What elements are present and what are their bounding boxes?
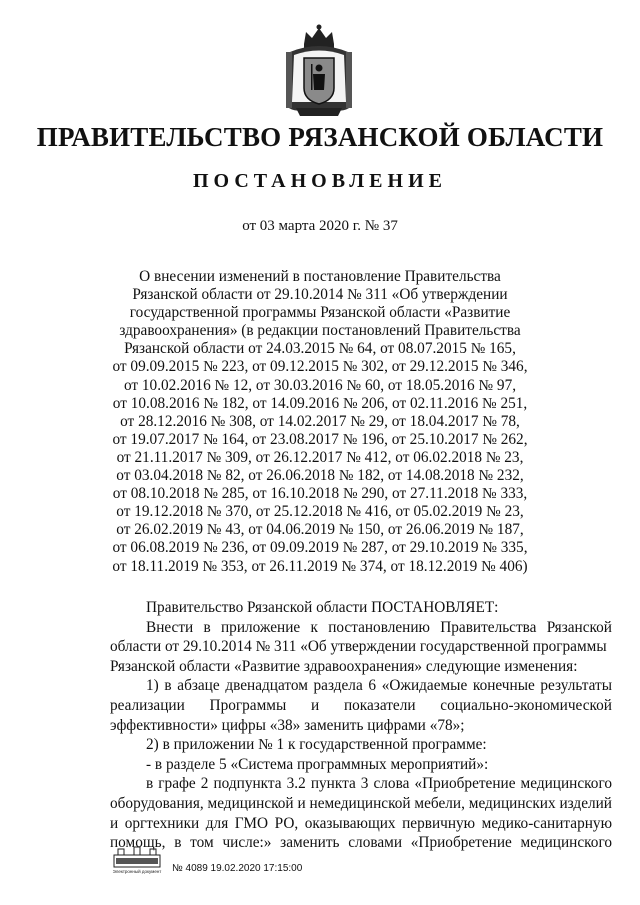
- subject-line: от 26.02.2019 № 43, от 04.06.2019 № 150, от 26.06.2019 № 187,: [116, 521, 524, 539]
- subject-line: здравоохранения» (в редакции постановлений Правительства: [119, 322, 521, 340]
- subject-line: государственной программы Рязанской области «Развитие: [129, 304, 511, 322]
- document-subject: [100, 268, 540, 576]
- coat-of-arms-icon: [282, 22, 356, 120]
- body-line: Внести в приложение к постановлению Правительства Рязанской: [146, 618, 612, 636]
- subject-line: от 19.12.2018 № 370, от 25.12.2018 № 416, от 05.02.2019 № 23,: [116, 503, 524, 521]
- body-line: 2) в приложении № 1 к государственной программе:: [146, 736, 487, 754]
- electronic-document-logo-icon: [112, 845, 162, 875]
- subject-line: от 06.08.2019 № 236, от 09.09.2019 № 287, от 29.10.2019 № 335,: [112, 539, 528, 557]
- document-body: [110, 598, 612, 853]
- body-line: помощь, в том числе:» заменить словами «Приобретение медицинского: [110, 834, 612, 852]
- body-line: в графе 2 подпункта 3.2 пункта 3 слова «Приобретение медицинского: [146, 775, 612, 793]
- subject-line: Рязанской области от 24.03.2015 № 64, от 08.07.2015 № 165,: [124, 340, 516, 358]
- subject-line: от 28.12.2016 № 308, от 14.02.2017 № 29, от 18.04.2017 № 78,: [120, 412, 520, 430]
- body-line: оборудования, медицинской и немедицинской мебели, медицинских изделий: [110, 794, 612, 812]
- subject-line: О внесении изменений в постановление Правительства: [139, 268, 501, 285]
- document-type: ПОСТАНОВЛЕНИЕ: [193, 170, 447, 192]
- subject-line: от 03.04.2018 № 82, от 26.06.2018 № 182, от 14.08.2018 № 232,: [116, 467, 524, 485]
- government-title: ПРАВИТЕЛЬСТВО РЯЗАНСКОЙ ОБЛАСТИ: [36, 122, 604, 152]
- body-line: области от 29.10.2014 № 311 «Об утверждении государственной программы: [110, 638, 607, 656]
- subject-line: от 18.11.2019 № 353, от 26.11.2019 № 374, от 18.12.2019 № 406): [112, 557, 528, 575]
- body-line: и оргтехники для ГМО РО, оказывающих первичную медико-санитарную: [110, 814, 612, 832]
- subject-line: от 21.11.2017 № 309, от 26.12.2017 № 412, от 06.02.2018 № 23,: [116, 448, 524, 466]
- subject-line: Рязанской области от 29.10.2014 № 311 «Об утверждении: [132, 286, 508, 304]
- body-line: Рязанской области «Развитие здравоохранения» следующие изменения:: [110, 657, 578, 675]
- footer: [112, 845, 472, 879]
- subject-line: от 19.07.2017 № 164, от 23.08.2017 № 196, от 25.10.2017 № 262,: [112, 430, 528, 448]
- body-line: эффективности» цифры «38» заменить цифрами «78»;: [110, 716, 465, 734]
- document-date-number: от 03 марта 2020 г. № 37: [242, 218, 398, 234]
- subject-line: от 08.10.2018 № 285, от 16.10.2018 № 290, от 27.11.2018 № 333,: [112, 485, 528, 503]
- logo-caption: Электронный документ: [112, 869, 162, 874]
- body-line: реализации Программы и показатели социально-экономической: [110, 696, 612, 714]
- body-line: - в разделе 5 «Система программных мероприятий»:: [146, 755, 489, 773]
- resolves-line: Правительство Рязанской области ПОСТАНОВЛЯЕТ:: [146, 599, 499, 616]
- body-line: 1) в абзаце двенадцатом раздела 6 «Ожидаемые конечные результаты: [146, 677, 612, 695]
- subject-line: от 09.09.2015 № 223, от 09.12.2015 № 302, от 29.12.2015 № 346,: [112, 358, 528, 376]
- registration-stamp: № 4089 19.02.2020 17:15:00: [172, 863, 303, 874]
- subject-line: от 10.08.2016 № 182, от 14.09.2016 № 206, от 02.11.2016 № 251,: [112, 394, 528, 412]
- subject-line: от 10.02.2016 № 12, от 30.03.2016 № 60, от 18.05.2016 № 97,: [123, 376, 517, 394]
